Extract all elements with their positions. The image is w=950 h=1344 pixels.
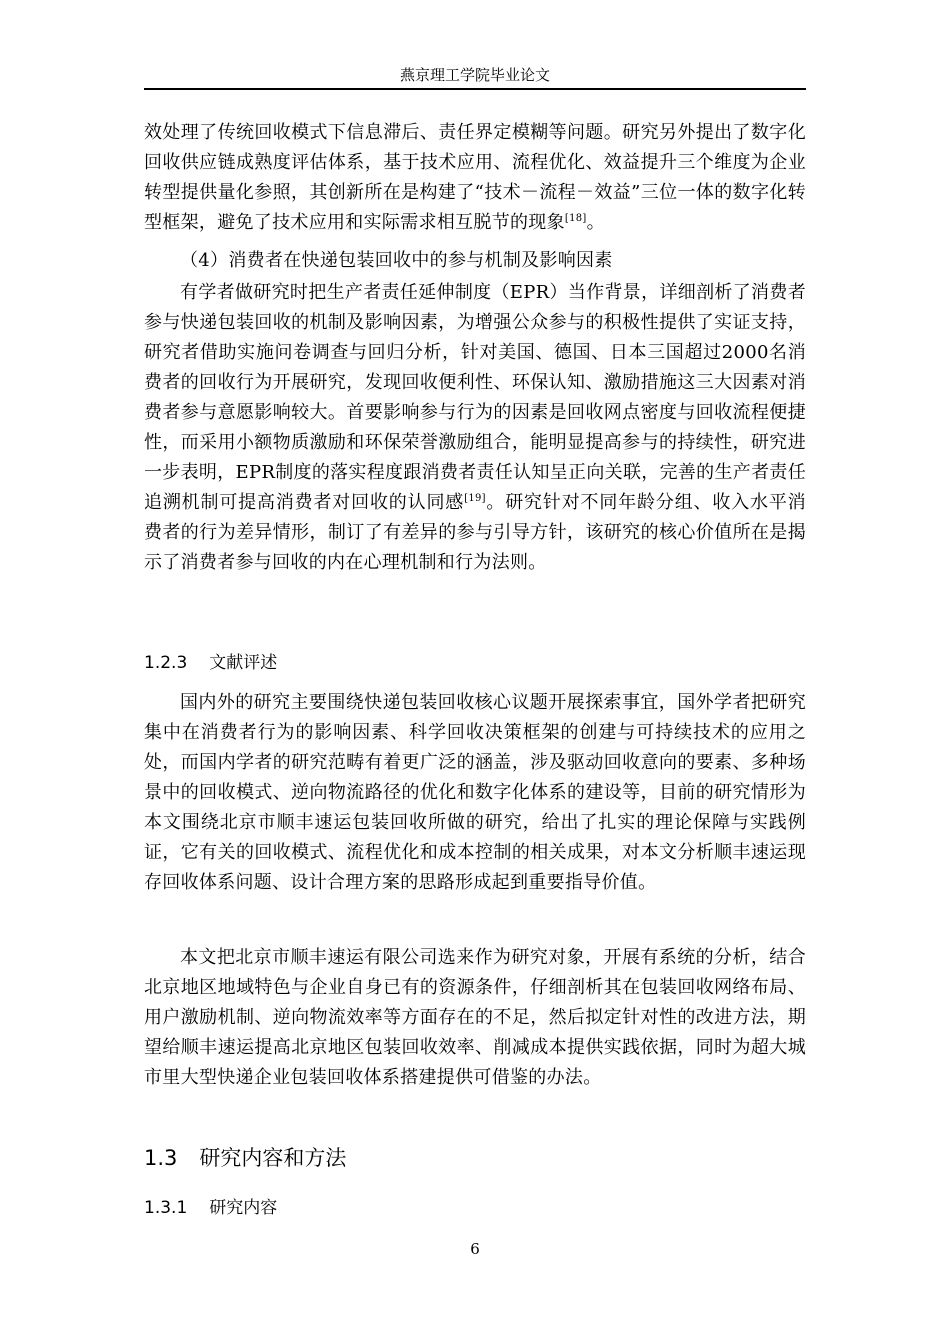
section-number: 1.2.3	[144, 653, 188, 673]
paragraph-literature-review: 国内外的研究主要围绕快递包装回收核心议题开展探索事宜，国外学者把研究集中在消费者行为的影响因素、科学回收决策框架的创建与可持续技术的应用之处，而国内学者的研究范畴有着更广泛的涵盖，涉及驱动回收意向的要素、多种场景中的回收模式、逆向物流路径的优化和数字化体系的建设等，目前的研究情形为本文围绕北京市顺丰速运包装回收所做的研究，给出了扎实的理论保障与实践例证，它有关的回收模式、流程优化和成本控制的相关成果，对本文分析顺丰速运现存回收体系问题、设计合理方案的思路形成起到重要指导价值。	[144, 692, 806, 893]
section-title: 研究内容	[209, 1198, 278, 1218]
paragraph-text: 有学者做研究时把生产者责任延伸制度（EPR）当作背景，详细剖析了消费者参与快递包装回收的机制及影响因素，为增强公众参与的积极性提供了实证支持，研究者借助实施问卷调查与回归分析，针对美国、德国、日本三国超过2000名消费者的回收行为开展研究，发现回收便利性、环保认知、激励措施这三大因素对消费者参与意愿影响较大。首要影响参与行为的因素是回收网点密度与回收流程便捷性，而采用小额物质激励和环保荣誉激励组合，能明显提高参与的持续性，研究进一步表明，EPR制度的落实程度跟消费者责任认知呈正向关联，完善的生产者责任追溯机制可提高消费者对回收的认同感	[144, 282, 806, 513]
paragraph-consumer-participation	[144, 278, 806, 578]
citation-18: [18]	[564, 213, 587, 224]
section-number: 1.3.1	[144, 1198, 188, 1218]
section-title: 文献评述	[209, 653, 278, 673]
page-header-title: 燕京理工学院毕业论文	[399, 66, 550, 84]
item-heading-4: （4）消费者在快递包装回收中的参与机制及影响因素	[180, 250, 613, 271]
section-number: 1.3	[144, 1146, 178, 1170]
section-title: 研究内容和方法	[199, 1146, 347, 1170]
section-heading-1-3-1	[144, 1196, 277, 1220]
page-number: 6	[470, 1240, 480, 1258]
paragraph-digital-recycling	[144, 118, 806, 238]
paragraph-tail: 。研究针对不同年龄分组、收入水平消费者的行为差异情形，制订了有差异的参与引导方针，该研究的核心价值所在是揭示了消费者参与回收的内在心理机制和行为法则。	[144, 492, 806, 573]
paragraph-research-object: 本文把北京市顺丰速运有限公司选来作为研究对象，开展有系统的分析，结合北京地区地域特色与企业自身已有的资源条件，仔细剖析其在包装回收网络布局、用户激励机制、逆向物流效率等方面存在的不足，然后拟定针对性的改进方法，期望给顺丰速运提高北京地区包装回收效率、削减成本提供实践依据，同时为超大城市里大型快递企业包装回收体系搭建提供可借鉴的办法。	[144, 947, 806, 1088]
paragraph-text: 效处理了传统回收模式下信息滞后、责任界定模糊等问题。研究另外提出了数字化回收供应链成熟度评估体系，基于技术应用、流程优化、效益提升三个维度为企业转型提供量化参照，其创新所在是构建了“技术－流程－效益”三位一体的数字化转型框架，避免了技术应用和实际需求相互脱节的现象	[144, 122, 806, 233]
section-heading-1-3	[144, 1144, 346, 1172]
section-heading-1-2-3	[144, 651, 277, 675]
citation-19: [19]	[464, 493, 486, 504]
header-rule	[144, 88, 806, 90]
paragraph-tail: 。	[586, 212, 605, 233]
